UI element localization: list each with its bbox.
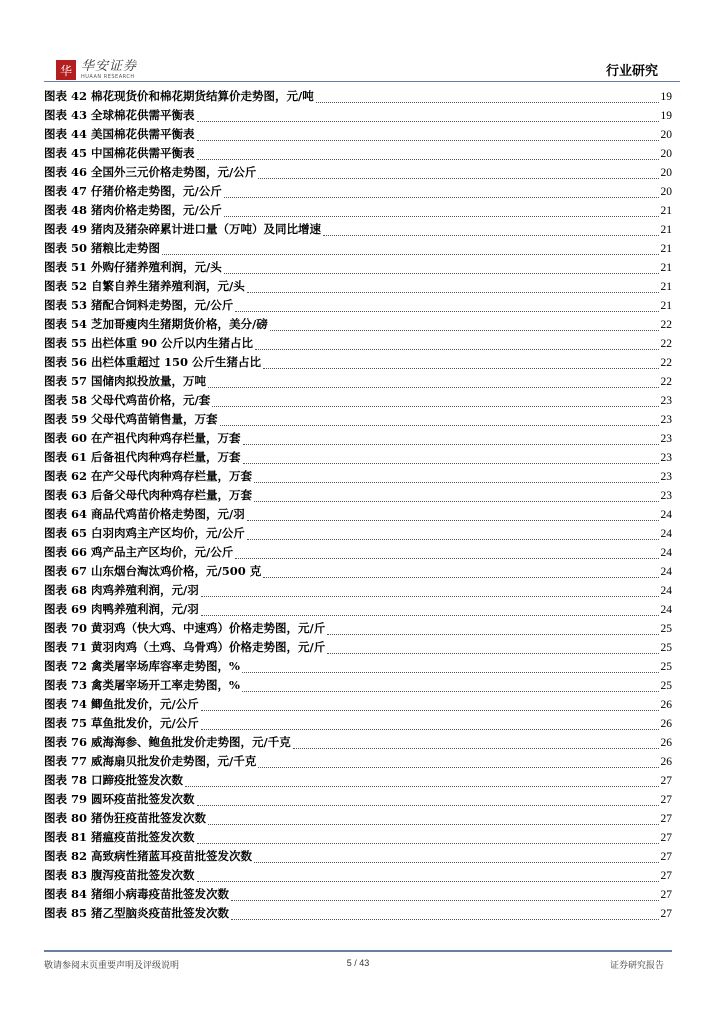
- toc-entry-page: 24: [660, 509, 672, 521]
- toc-entry[interactable]: [44, 867, 672, 886]
- toc-entry-title: 出栏体重 90 公斤以内生猪占比: [91, 336, 254, 350]
- toc-entry-title: 后备父母代肉种鸡存栏量，万套: [91, 488, 253, 502]
- toc-leader-dots: [254, 481, 658, 483]
- toc-entry-title: 黄羽肉鸡（土鸡、乌骨鸡）价格走势图，元/斤: [91, 640, 326, 654]
- toc-entry[interactable]: [44, 753, 672, 772]
- toc-entry[interactable]: [44, 544, 672, 563]
- toc-entry-label: 图表 66: [44, 545, 88, 559]
- toc-entry-label: 图表 52: [44, 279, 88, 293]
- toc-entry-page: 24: [660, 547, 672, 559]
- toc-entry-label: 图表 57: [44, 374, 88, 388]
- toc-entry-title: 全国外三元价格走势图，元/公斤: [91, 165, 257, 179]
- toc-entry[interactable]: [44, 392, 672, 411]
- toc-entry-title: 禽类屠宰场开工率走势图，%: [91, 678, 240, 692]
- toc-leader-dots: [201, 614, 659, 616]
- toc-entry[interactable]: [44, 145, 672, 164]
- toc-leader-dots: [243, 462, 659, 464]
- disclaimer-note: 敬请参阅末页重要声明及评级说明: [44, 961, 180, 971]
- toc-leader-dots: [235, 557, 658, 559]
- toc-entry-page: 21: [660, 262, 672, 274]
- toc-entry-page: 27: [660, 813, 672, 825]
- toc-entry[interactable]: [44, 639, 672, 658]
- toc-leader-dots: [185, 785, 658, 787]
- toc-entry-label: 图表 56: [44, 355, 88, 369]
- toc-entry[interactable]: [44, 506, 672, 525]
- page-number: 5 / 43: [346, 958, 370, 968]
- toc-entry-page: 27: [660, 851, 672, 863]
- toc-entry-label: 图表 46: [44, 165, 88, 179]
- toc-entry-label: 图表 42: [44, 89, 88, 103]
- toc-entry-title: 猪乙型脑炎疫苗批签发次数: [91, 906, 230, 920]
- toc-leader-dots: [231, 918, 658, 920]
- toc-entry[interactable]: [44, 430, 672, 449]
- logo-english-name: HUAAN RESEARCH: [81, 74, 135, 80]
- toc-leader-dots: [197, 120, 659, 122]
- toc-leader-dots: [242, 671, 659, 673]
- toc-entry-title: 草鱼批发价，元/公斤: [91, 716, 199, 730]
- toc-entry-title: 山东烟台淘汰鸡价格，元/500 克: [91, 564, 262, 578]
- page-header: [44, 56, 680, 86]
- toc-entry-label: 图表 83: [44, 868, 88, 882]
- toc-entry-page: 20: [660, 129, 672, 141]
- toc-entry[interactable]: [44, 563, 672, 582]
- toc-entry-title: 芝加哥瘦肉生猪期货价格，美分/磅: [91, 317, 268, 331]
- toc-entry[interactable]: [44, 620, 672, 639]
- toc-entry-title: 高致病性猪蓝耳疫苗批签发次数: [91, 849, 253, 863]
- toc-entry[interactable]: [44, 715, 672, 734]
- toc-entry[interactable]: [44, 582, 672, 601]
- toc-entry-label: 图表 53: [44, 298, 88, 312]
- toc-entry-title: 猪伪狂疫苗批签发次数: [91, 811, 207, 825]
- toc-entry-title: 猪配合饲料走势图，元/公斤: [91, 298, 234, 312]
- toc-entry-label: 图表 60: [44, 431, 88, 445]
- toc-leader-dots: [197, 842, 659, 844]
- toc-entry-page: 23: [660, 414, 672, 426]
- toc-entry-page: 25: [660, 623, 672, 635]
- toc-entry-title: 圆环疫苗批签发次数: [91, 792, 195, 806]
- toc-entry-label: 图表 75: [44, 716, 88, 730]
- toc-leader-dots: [263, 367, 658, 369]
- toc-entry-title: 肉鸭养殖利润，元/羽: [91, 602, 199, 616]
- toc-leader-dots: [258, 766, 658, 768]
- toc-entry-title: 黄羽鸡（快大鸡、中速鸡）价格走势图，元/斤: [91, 621, 326, 635]
- toc-entry[interactable]: [44, 905, 672, 924]
- toc-leader-dots: [212, 405, 658, 407]
- toc-entry-page: 27: [660, 832, 672, 844]
- toc-entry-label: 图表 71: [44, 640, 88, 654]
- toc-entry-label: 图表 51: [44, 260, 88, 274]
- toc-leader-dots: [201, 728, 659, 730]
- toc-leader-dots: [197, 158, 659, 160]
- toc-leader-dots: [197, 880, 659, 882]
- toc-entry[interactable]: [44, 164, 672, 183]
- toc-entry-label: 图表 79: [44, 792, 88, 806]
- toc-entry-page: 23: [660, 395, 672, 407]
- footer-divider: [44, 950, 672, 952]
- toc-entry-label: 图表 68: [44, 583, 88, 597]
- toc-entry-page: 21: [660, 243, 672, 255]
- table-of-figures: [44, 88, 672, 924]
- toc-entry-page: 21: [660, 281, 672, 293]
- toc-leader-dots: [208, 823, 658, 825]
- toc-entry-page: 27: [660, 889, 672, 901]
- toc-leader-dots: [201, 709, 659, 711]
- toc-entry-label: 图表 84: [44, 887, 88, 901]
- toc-leader-dots: [243, 443, 659, 445]
- toc-entry[interactable]: [44, 221, 672, 240]
- toc-entry[interactable]: [44, 791, 672, 810]
- toc-entry-title: 腹泻疫苗批签发次数: [91, 868, 195, 882]
- toc-entry-page: 26: [660, 737, 672, 749]
- toc-entry-page: 23: [660, 433, 672, 445]
- toc-leader-dots: [255, 348, 658, 350]
- toc-entry-label: 图表 48: [44, 203, 88, 217]
- toc-leader-dots: [263, 576, 658, 578]
- toc-leader-dots: [235, 310, 658, 312]
- toc-entry[interactable]: [44, 449, 672, 468]
- toc-entry-title: 全球棉花供需平衡表: [91, 108, 195, 122]
- toc-leader-dots: [231, 899, 658, 901]
- toc-entry-page: 25: [660, 680, 672, 692]
- toc-leader-dots: [293, 747, 659, 749]
- toc-entry[interactable]: [44, 525, 672, 544]
- toc-entry[interactable]: [44, 772, 672, 791]
- toc-entry-title: 父母代鸡苗销售量，万套: [91, 412, 218, 426]
- toc-entry[interactable]: [44, 696, 672, 715]
- toc-entry-title: 猪肉及猪杂碎累计进口量（万吨）及同比增速: [91, 222, 322, 236]
- toc-entry[interactable]: [44, 677, 672, 696]
- toc-entry-page: 22: [660, 357, 672, 369]
- toc-entry-title: 在产祖代肉种鸡存栏量，万套: [91, 431, 241, 445]
- toc-entry-page: 26: [660, 718, 672, 730]
- toc-entry-page: 26: [660, 699, 672, 711]
- toc-entry-page: 22: [660, 338, 672, 350]
- toc-entry-label: 图表 80: [44, 811, 88, 825]
- toc-entry-label: 图表 70: [44, 621, 88, 635]
- toc-entry-title: 外购仔猪养殖利润，元/头: [91, 260, 222, 274]
- toc-entry-page: 25: [660, 642, 672, 654]
- toc-entry-page: 23: [660, 452, 672, 464]
- toc-entry-page: 20: [660, 167, 672, 179]
- toc-entry[interactable]: [44, 297, 672, 316]
- toc-leader-dots: [208, 386, 658, 388]
- toc-entry[interactable]: [44, 202, 672, 221]
- toc-entry[interactable]: [44, 848, 672, 867]
- toc-entry-label: 图表 44: [44, 127, 88, 141]
- toc-leader-dots: [224, 196, 659, 198]
- toc-entry-label: 图表 55: [44, 336, 88, 350]
- toc-entry-page: 21: [660, 205, 672, 217]
- toc-entry-title: 中国棉花供需平衡表: [91, 146, 195, 160]
- toc-entry-label: 图表 47: [44, 184, 88, 198]
- toc-entry-page: 22: [660, 319, 672, 331]
- toc-entry[interactable]: [44, 126, 672, 145]
- toc-entry-page: 21: [660, 300, 672, 312]
- toc-entry-page: 25: [660, 661, 672, 673]
- toc-entry[interactable]: [44, 601, 672, 620]
- toc-leader-dots: [247, 291, 659, 293]
- toc-leader-dots: [323, 234, 658, 236]
- toc-entry-label: 图表 54: [44, 317, 88, 331]
- toc-entry-label: 图表 82: [44, 849, 88, 863]
- toc-entry-label: 图表 69: [44, 602, 88, 616]
- toc-entry[interactable]: [44, 259, 672, 278]
- toc-entry-title: 自繁自养生猪养殖利润，元/头: [91, 279, 245, 293]
- toc-entry[interactable]: [44, 278, 672, 297]
- header-divider: [44, 81, 680, 82]
- toc-leader-dots: [162, 253, 658, 255]
- logo-mark-icon: 华: [56, 60, 76, 80]
- toc-entry-label: 图表 76: [44, 735, 88, 749]
- toc-entry[interactable]: [44, 335, 672, 354]
- toc-entry-page: 24: [660, 566, 672, 578]
- toc-entry-label: 图表 61: [44, 450, 88, 464]
- toc-entry-page: 27: [660, 775, 672, 787]
- toc-entry[interactable]: [44, 658, 672, 677]
- toc-entry-title: 威海扇贝批发价走势图，元/千克: [91, 754, 257, 768]
- toc-entry-label: 图表 74: [44, 697, 88, 711]
- toc-entry-label: 图表 64: [44, 507, 88, 521]
- toc-entry[interactable]: [44, 240, 672, 259]
- toc-entry-page: 23: [660, 490, 672, 502]
- toc-entry-title: 猪肉价格走势图，元/公斤: [91, 203, 222, 217]
- toc-leader-dots: [327, 633, 658, 635]
- toc-entry-title: 美国棉花供需平衡表: [91, 127, 195, 141]
- toc-entry-page: 20: [660, 148, 672, 160]
- report-type: 证券研究报告: [609, 961, 664, 971]
- toc-entry[interactable]: [44, 886, 672, 905]
- toc-leader-dots: [197, 804, 659, 806]
- toc-leader-dots: [254, 500, 658, 502]
- toc-entry-label: 图表 43: [44, 108, 88, 122]
- toc-entry-title: 后备祖代肉种鸡存栏量，万套: [91, 450, 241, 464]
- toc-entry-title: 猪细小病毒疫苗批签发次数: [91, 887, 230, 901]
- toc-entry-page: 24: [660, 604, 672, 616]
- toc-entry-label: 图表 85: [44, 906, 88, 920]
- toc-entry-label: 图表 45: [44, 146, 88, 160]
- toc-entry-title: 威海海参、鲍鱼批发价走势图，元/千克: [91, 735, 291, 749]
- section-title: 行业研究: [605, 64, 658, 79]
- toc-entry[interactable]: [44, 373, 672, 392]
- toc-leader-dots: [254, 861, 658, 863]
- toc-entry[interactable]: [44, 810, 672, 829]
- toc-entry-title: 鲫鱼批发价，元/公斤: [91, 697, 199, 711]
- toc-entry[interactable]: [44, 734, 672, 753]
- toc-leader-dots: [220, 424, 659, 426]
- company-logo: [56, 60, 137, 80]
- toc-entry-title: 棉花现货价和棉花期货结算价走势图，元/吨: [91, 89, 314, 103]
- logo-chinese-name: 华安证券: [81, 59, 138, 74]
- toc-entry-page: 27: [660, 908, 672, 920]
- toc-entry-title: 猪粮比走势图: [91, 241, 161, 255]
- toc-entry-page: 24: [660, 585, 672, 597]
- toc-entry-page: 22: [660, 376, 672, 388]
- toc-entry-label: 图表 72: [44, 659, 88, 673]
- toc-entry-title: 肉鸡养殖利润，元/羽: [91, 583, 199, 597]
- toc-leader-dots: [247, 538, 659, 540]
- toc-entry-title: 鸡产品主产区均价，元/公斤: [91, 545, 234, 559]
- toc-entry-page: 19: [660, 91, 672, 103]
- toc-leader-dots: [247, 519, 659, 521]
- toc-entry[interactable]: [44, 354, 672, 373]
- toc-entry-label: 图表 59: [44, 412, 88, 426]
- toc-entry[interactable]: [44, 316, 672, 335]
- toc-entry-title: 商品代鸡苗价格走势图，元/羽: [91, 507, 245, 521]
- toc-entry-page: 24: [660, 528, 672, 540]
- toc-entry-page: 20: [660, 186, 672, 198]
- toc-leader-dots: [197, 139, 659, 141]
- toc-entry-label: 图表 49: [44, 222, 88, 236]
- toc-entry-page: 21: [660, 224, 672, 236]
- toc-entry-label: 图表 58: [44, 393, 88, 407]
- toc-entry[interactable]: [44, 88, 672, 107]
- toc-entry-label: 图表 77: [44, 754, 88, 768]
- toc-entry-title: 父母代鸡苗价格，元/套: [91, 393, 211, 407]
- toc-entry-label: 图表 50: [44, 241, 88, 255]
- toc-leader-dots: [316, 101, 659, 103]
- toc-entry[interactable]: [44, 829, 672, 848]
- toc-entry-page: 26: [660, 756, 672, 768]
- toc-entry-label: 图表 78: [44, 773, 88, 787]
- toc-leader-dots: [224, 272, 659, 274]
- toc-entry-label: 图表 62: [44, 469, 88, 483]
- toc-leader-dots: [258, 177, 658, 179]
- toc-entry[interactable]: [44, 411, 672, 430]
- toc-entry-title: 仔猪价格走势图，元/公斤: [91, 184, 222, 198]
- toc-leader-dots: [327, 652, 658, 654]
- toc-entry-page: 27: [660, 794, 672, 806]
- toc-leader-dots: [201, 595, 659, 597]
- toc-entry-title: 出栏体重超过 150 公斤生猪占比: [91, 355, 262, 369]
- toc-leader-dots: [224, 215, 659, 217]
- toc-entry[interactable]: [44, 468, 672, 487]
- toc-entry-title: 口蹄疫批签发次数: [91, 773, 184, 787]
- toc-entry-label: 图表 67: [44, 564, 88, 578]
- toc-entry-title: 猪瘟疫苗批签发次数: [91, 830, 195, 844]
- toc-entry-page: 19: [660, 110, 672, 122]
- toc-entry[interactable]: [44, 183, 672, 202]
- toc-entry-page: 27: [660, 870, 672, 882]
- toc-entry[interactable]: [44, 487, 672, 506]
- toc-entry-title: 在产父母代肉种鸡存栏量，万套: [91, 469, 253, 483]
- toc-entry-label: 图表 63: [44, 488, 88, 502]
- toc-entry-title: 白羽肉鸡主产区均价，元/公斤: [91, 526, 245, 540]
- toc-entry-label: 图表 73: [44, 678, 88, 692]
- toc-entry-title: 国储肉拟投放量，万吨: [91, 374, 207, 388]
- toc-entry-page: 23: [660, 471, 672, 483]
- toc-leader-dots: [270, 329, 659, 331]
- toc-entry-label: 图表 65: [44, 526, 88, 540]
- toc-entry[interactable]: [44, 107, 672, 126]
- toc-entry-label: 图表 81: [44, 830, 88, 844]
- toc-leader-dots: [242, 690, 659, 692]
- toc-entry-title: 禽类屠宰场库容率走势图，%: [91, 659, 240, 673]
